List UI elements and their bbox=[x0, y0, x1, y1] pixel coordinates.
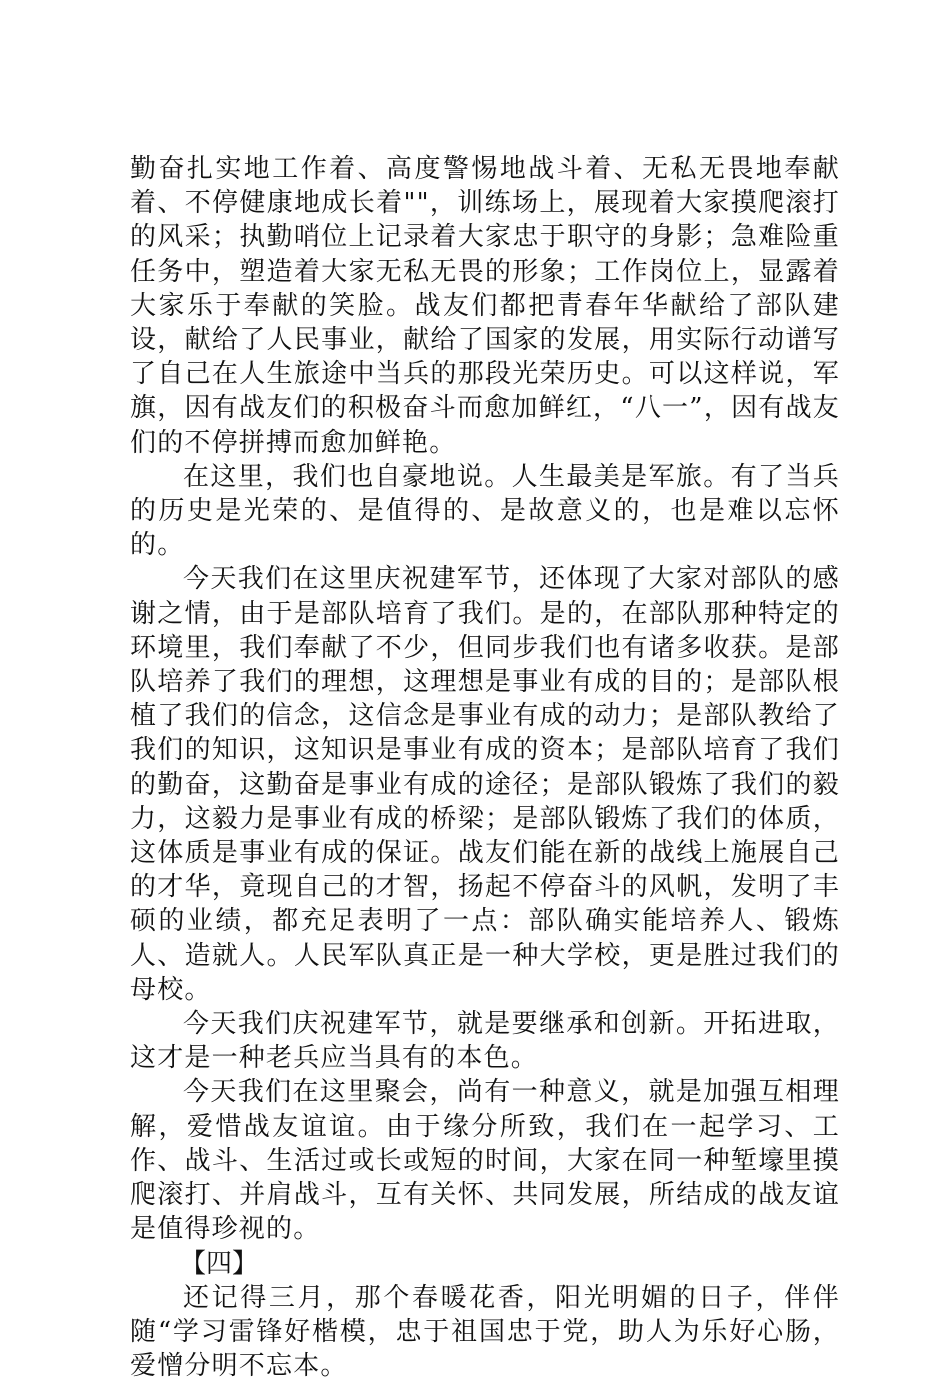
paragraph-4: 今天我们庆祝建军节，就是要继承和创新。开拓进取，这才是一种老兵应当具有的本色。 bbox=[130, 1009, 840, 1074]
paragraph-3: 今天我们在这里庆祝建军节，还体现了大家对部队的感谢之情，由于是部队培育了我们。是的，在部队那种特定的环境里，我们奉献了不少，但同步我们也有诸多收获。是部队培养了我们的理想，这理想是事业有成的目的；是部队根植了我们的信念，这信念是事业有成的动力；是部队教给了我们的知识，这知识是事业有成的资本；是部队培育了我们的勤奋，这勤奋是事业有成的途径；是部队锻炼了我们的毅力，这毅力是事业有成的桥梁；是部队锻炼了我们的体质，这体质是事业有成的保证。战友们能在新的战线上施展自己的才华，竟现自己的才智，扬起不停奋斗的风帆，发明了丰硕的业绩，都充足表明了一点：部队确实能培养人、锻炼人、造就人。人民军队真正是一种大学校，更是胜过我们的母校。 bbox=[130, 564, 840, 1005]
paragraph-5: 今天我们在这里聚会，尚有一种意义，就是加强互相理解，爱惜战友谊谊。由于缘分所致，我们在一起学习、工作、战斗、生活过或长或短的时间，大家在同一种堑壕里摸爬滚打、并肩战斗，互有关怀、共同发展，所结成的战友谊是值得珍视的。 bbox=[130, 1077, 840, 1245]
paragraph-2: 在这里，我们也自豪地说。人生最美是军旅。有了当兵的历史是光荣的、是值得的、是故意义的，也是难以忘怀的。 bbox=[130, 461, 840, 561]
paragraph-1: 勤奋扎实地工作着、高度警惕地战斗着、无私无畏地奉献着、不停健康地成长着""，训练场上，展现着大家摸爬滚打的风采；执勤哨位上记录着大家忠于职守的身影；急难险重任务中，塑造着大家无私无畏的形象；工作岗位上，显露着大家乐于奉献的笑脸。战友们都把青春年华献给了部队建设，献给了人民事业，献给了国家的发展，用实际行动谱写了自己在人生旅途中当兵的那段光荣历史。可以这样说，军旗，因有战友们的积极奋斗而愈加鲜红，“八一”，因有战友们的不停拼搏而愈加鲜艳。 bbox=[130, 154, 840, 458]
section-heading: 【四】 bbox=[180, 1248, 259, 1279]
document-body bbox=[130, 152, 840, 1383]
closing-paragraph: 还记得三月，那个春暖花香，阳光明媚的日子，伴伴随“学习雷锋好楷模，忠于祖国忠于党，助人为乐好心肠，爱憎分明不忘本。 bbox=[130, 1282, 840, 1382]
